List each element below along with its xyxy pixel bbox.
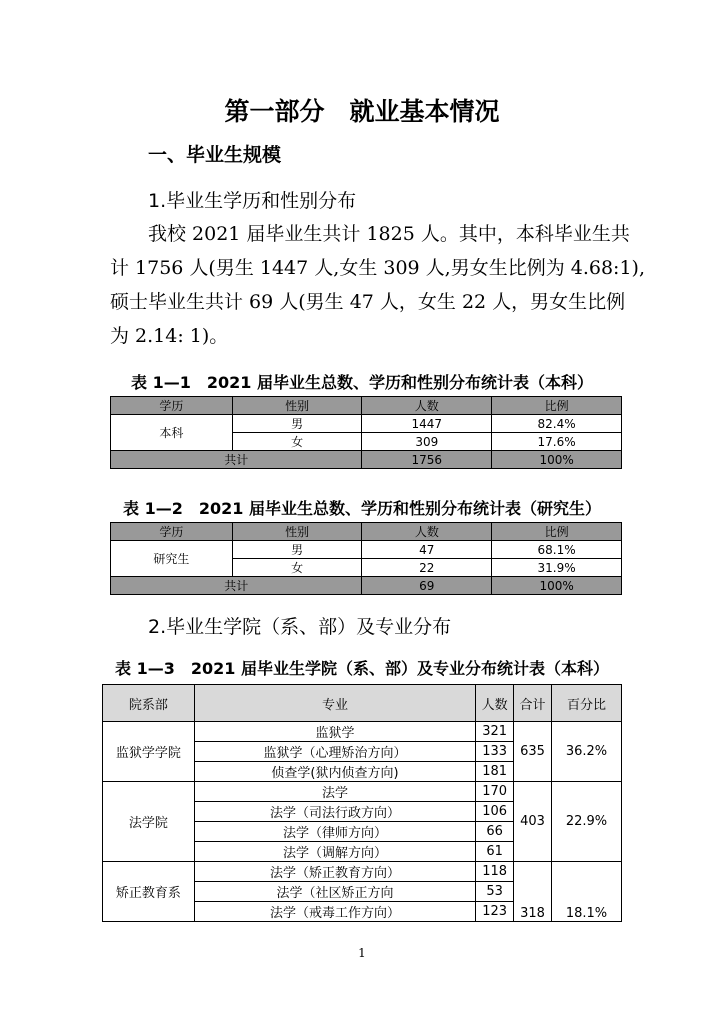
- major-cell: 监狱学（心理矫治方向）: [194, 742, 475, 762]
- ratio-cell: 17.6%: [492, 433, 622, 451]
- header-cell: 学历: [111, 397, 233, 415]
- header-cell: 性别: [232, 397, 362, 415]
- count-cell: 47: [362, 541, 492, 559]
- total-label: 共计: [111, 577, 362, 595]
- header-cell: 人数: [362, 523, 492, 541]
- major-cell: 法学（调解方向）: [194, 842, 475, 862]
- page-number: 1: [358, 946, 366, 960]
- header-cell: 专业: [194, 685, 475, 722]
- table-row: [111, 541, 622, 559]
- intro-paragraph: [110, 217, 645, 353]
- table1-caption: 表 1—1 2021 届毕业生总数、学历和性别分布统计表（本科）: [131, 373, 593, 392]
- major-cell: 法学: [194, 782, 475, 802]
- major-cell: 侦查学(狱内侦查方向): [194, 762, 475, 782]
- paragraph-line: 为 2.14: 1)。: [110, 325, 229, 347]
- table-row: [103, 722, 622, 742]
- table-row: [111, 415, 622, 433]
- table-row: [103, 782, 622, 802]
- degree-cell: 研究生: [111, 541, 233, 577]
- section-heading: 一、毕业生规模: [148, 144, 282, 166]
- dept-cell: 矫正教育系: [103, 862, 195, 922]
- header-cell: 人数: [476, 685, 514, 722]
- count-cell: 106: [476, 802, 514, 822]
- major-cell: 法学（司法行政方向）: [194, 802, 475, 822]
- count-cell: 22: [362, 559, 492, 577]
- total-row: [111, 451, 622, 469]
- major-cell: 法学（矫正教育方向）: [194, 862, 475, 882]
- major-cell: 监狱学: [194, 722, 475, 742]
- gender-cell: 女: [232, 559, 362, 577]
- ratio-cell: 68.1%: [492, 541, 622, 559]
- gender-cell: 女: [232, 433, 362, 451]
- total-count: 1756: [362, 451, 492, 469]
- subtotal-cell: 318: [514, 862, 552, 922]
- header-cell: 百分比: [552, 685, 622, 722]
- table-header-row: [111, 397, 622, 415]
- table-header-row: [103, 685, 622, 722]
- total-ratio: 100%: [492, 577, 622, 595]
- table-row: [103, 862, 622, 882]
- header-cell: 性别: [232, 523, 362, 541]
- table1: [110, 396, 622, 469]
- subsection-heading: 1.毕业生学历和性别分布: [148, 190, 357, 212]
- percent-cell: 22.9%: [552, 782, 622, 862]
- count-cell: 118: [476, 862, 514, 882]
- table-header-row: [111, 523, 622, 541]
- ratio-cell: 82.4%: [492, 415, 622, 433]
- total-row: [111, 577, 622, 595]
- major-cell: 法学（社区矫正方向: [194, 882, 475, 902]
- subsection-heading-2: 2.毕业生学院（系、部）及专业分布: [148, 616, 452, 638]
- total-label: 共计: [111, 451, 362, 469]
- paragraph-line: 我校 2021 届毕业生共计 1825 人。其中，本科毕业生共: [110, 223, 630, 245]
- degree-cell: 本科: [111, 415, 233, 451]
- major-cell: 法学（律师方向）: [194, 822, 475, 842]
- ratio-cell: 31.9%: [492, 559, 622, 577]
- dept-cell: 监狱学学院: [103, 722, 195, 782]
- count-cell: 170: [476, 782, 514, 802]
- header-cell: 人数: [362, 397, 492, 415]
- paragraph-line: 硕士毕业生共计 69 人(男生 47 人，女生 22 人，男女生比例: [110, 291, 626, 313]
- subtotal-cell: 635: [514, 722, 552, 782]
- count-cell: 181: [476, 762, 514, 782]
- count-cell: 1447: [362, 415, 492, 433]
- header-cell: 比例: [492, 397, 622, 415]
- total-count: 69: [362, 577, 492, 595]
- dept-cell: 法学院: [103, 782, 195, 862]
- table3: [102, 684, 622, 922]
- header-cell: 合计: [514, 685, 552, 722]
- count-cell: 309: [362, 433, 492, 451]
- percent-cell: 18.1%: [552, 862, 622, 922]
- count-cell: 123: [476, 902, 514, 922]
- count-cell: 133: [476, 742, 514, 762]
- count-cell: 321: [476, 722, 514, 742]
- gender-cell: 男: [232, 541, 362, 559]
- percent-cell: 36.2%: [552, 722, 622, 782]
- paragraph-line: 计 1756 人(男生 1447 人,女生 309 人,男女生比例为 4.68:1),: [110, 257, 645, 279]
- count-cell: 61: [476, 842, 514, 862]
- header-cell: 院系部: [103, 685, 195, 722]
- total-ratio: 100%: [492, 451, 622, 469]
- table3-caption: 表 1—3 2021 届毕业生学院（系、部）及专业分布统计表（本科）: [115, 659, 609, 678]
- count-cell: 66: [476, 822, 514, 842]
- subtotal-cell: 403: [514, 782, 552, 862]
- major-cell: 法学（戒毒工作方向）: [194, 902, 475, 922]
- count-cell: 53: [476, 882, 514, 902]
- table2: [110, 522, 622, 595]
- gender-cell: 男: [232, 415, 362, 433]
- header-cell: 比例: [492, 523, 622, 541]
- page-title: 第一部分 就业基本情况: [224, 97, 500, 126]
- table2-caption: 表 1—2 2021 届毕业生总数、学历和性别分布统计表（研究生）: [123, 499, 601, 518]
- header-cell: 学历: [111, 523, 233, 541]
